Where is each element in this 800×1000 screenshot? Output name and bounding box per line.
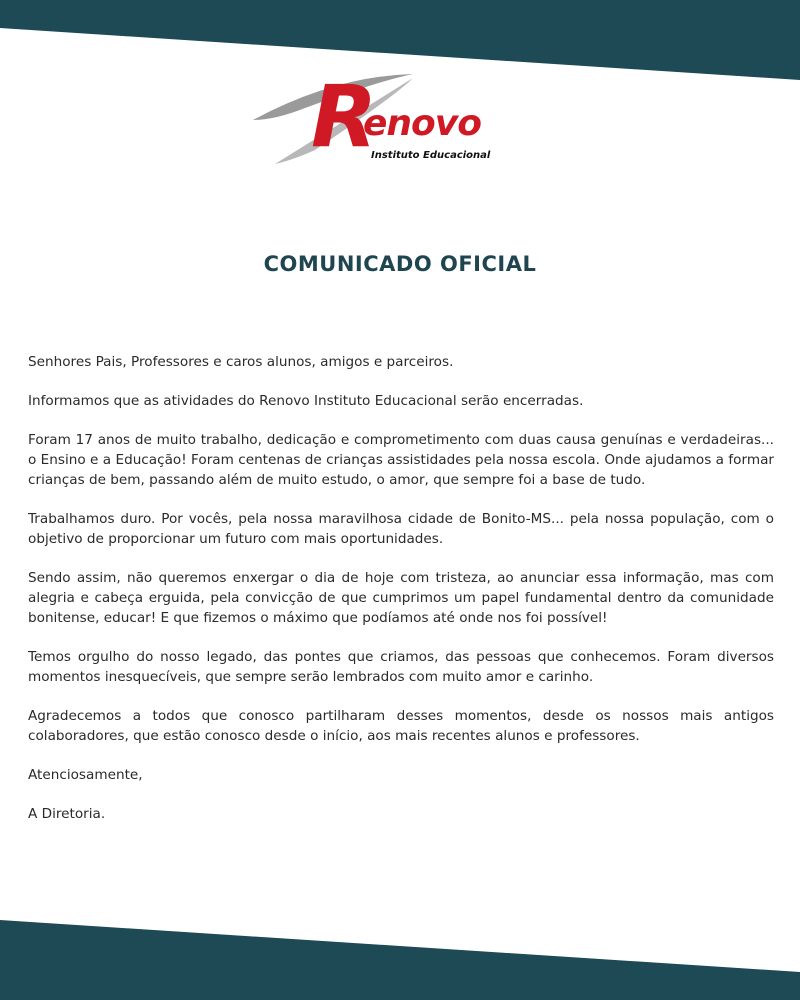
logo-wordmark: enovo: [363, 103, 481, 144]
page-title: COMUNICADO OFICIAL: [263, 252, 537, 276]
paragraph-announcement: Informamos que as atividades do Renovo Instituto Educacional serão encerradas.: [28, 393, 584, 409]
paragraph-history: Foram 17 anos de muito trabalho, dedicação e comprometimento com duas causa genuínas e verdadeiras... o Ensino e a Educação! Foram centenas de crianças assistidades pela nossa escola. Onde ajudamos a formar crianças de bem, passando além de muito estudo, o amor, que sempre foi a base de tudo.: [28, 432, 774, 488]
logo-tagline: Instituto Educacional: [371, 150, 491, 161]
paragraph-greeting: Senhores Pais, Professores e caros alunos, amigos e parceiros.: [28, 354, 454, 370]
paragraph-mission: Sendo assim, não queremos enxergar o dia de hoje com tristeza, ao anunciar essa informação, mas com alegria e cabeça erguida, pela convicção de que cumprimos um papel fundamental dentro da comunidade bonitense, educar! E que fizemos o máximo que podíamos até onde nos foi possível!: [28, 570, 774, 626]
letter-body: [28, 352, 774, 843]
paragraph-work: Trabalhamos duro. Por vocês, pela nossa maravilhosa cidade de Bonito-MS... pela nossa população, com o objetivo de proporcionar um futuro com mais oportunidades.: [28, 511, 774, 547]
paragraph-thanks: Agradecemos a todos que conosco partilharam desses momentos, desde os nossos mais antigos colaboradores, que estão conosco desde o início, aos mais recentes alunos e professores.: [28, 708, 774, 744]
signature-text: A Diretoria.: [28, 806, 106, 822]
paragraph-legacy: Temos orgulho do nosso legado, das pontes que criamos, das pessoas que conhecemos. Foram diversos momentos inesquecíveis, que sempre serão lembrados com muito amor e carinho.: [28, 649, 774, 685]
renovo-logo: [245, 68, 505, 178]
bottom-decorative-band: [0, 920, 800, 1000]
logo-letter: R: [311, 68, 378, 167]
closing-text: Atenciosamente,: [28, 767, 143, 783]
